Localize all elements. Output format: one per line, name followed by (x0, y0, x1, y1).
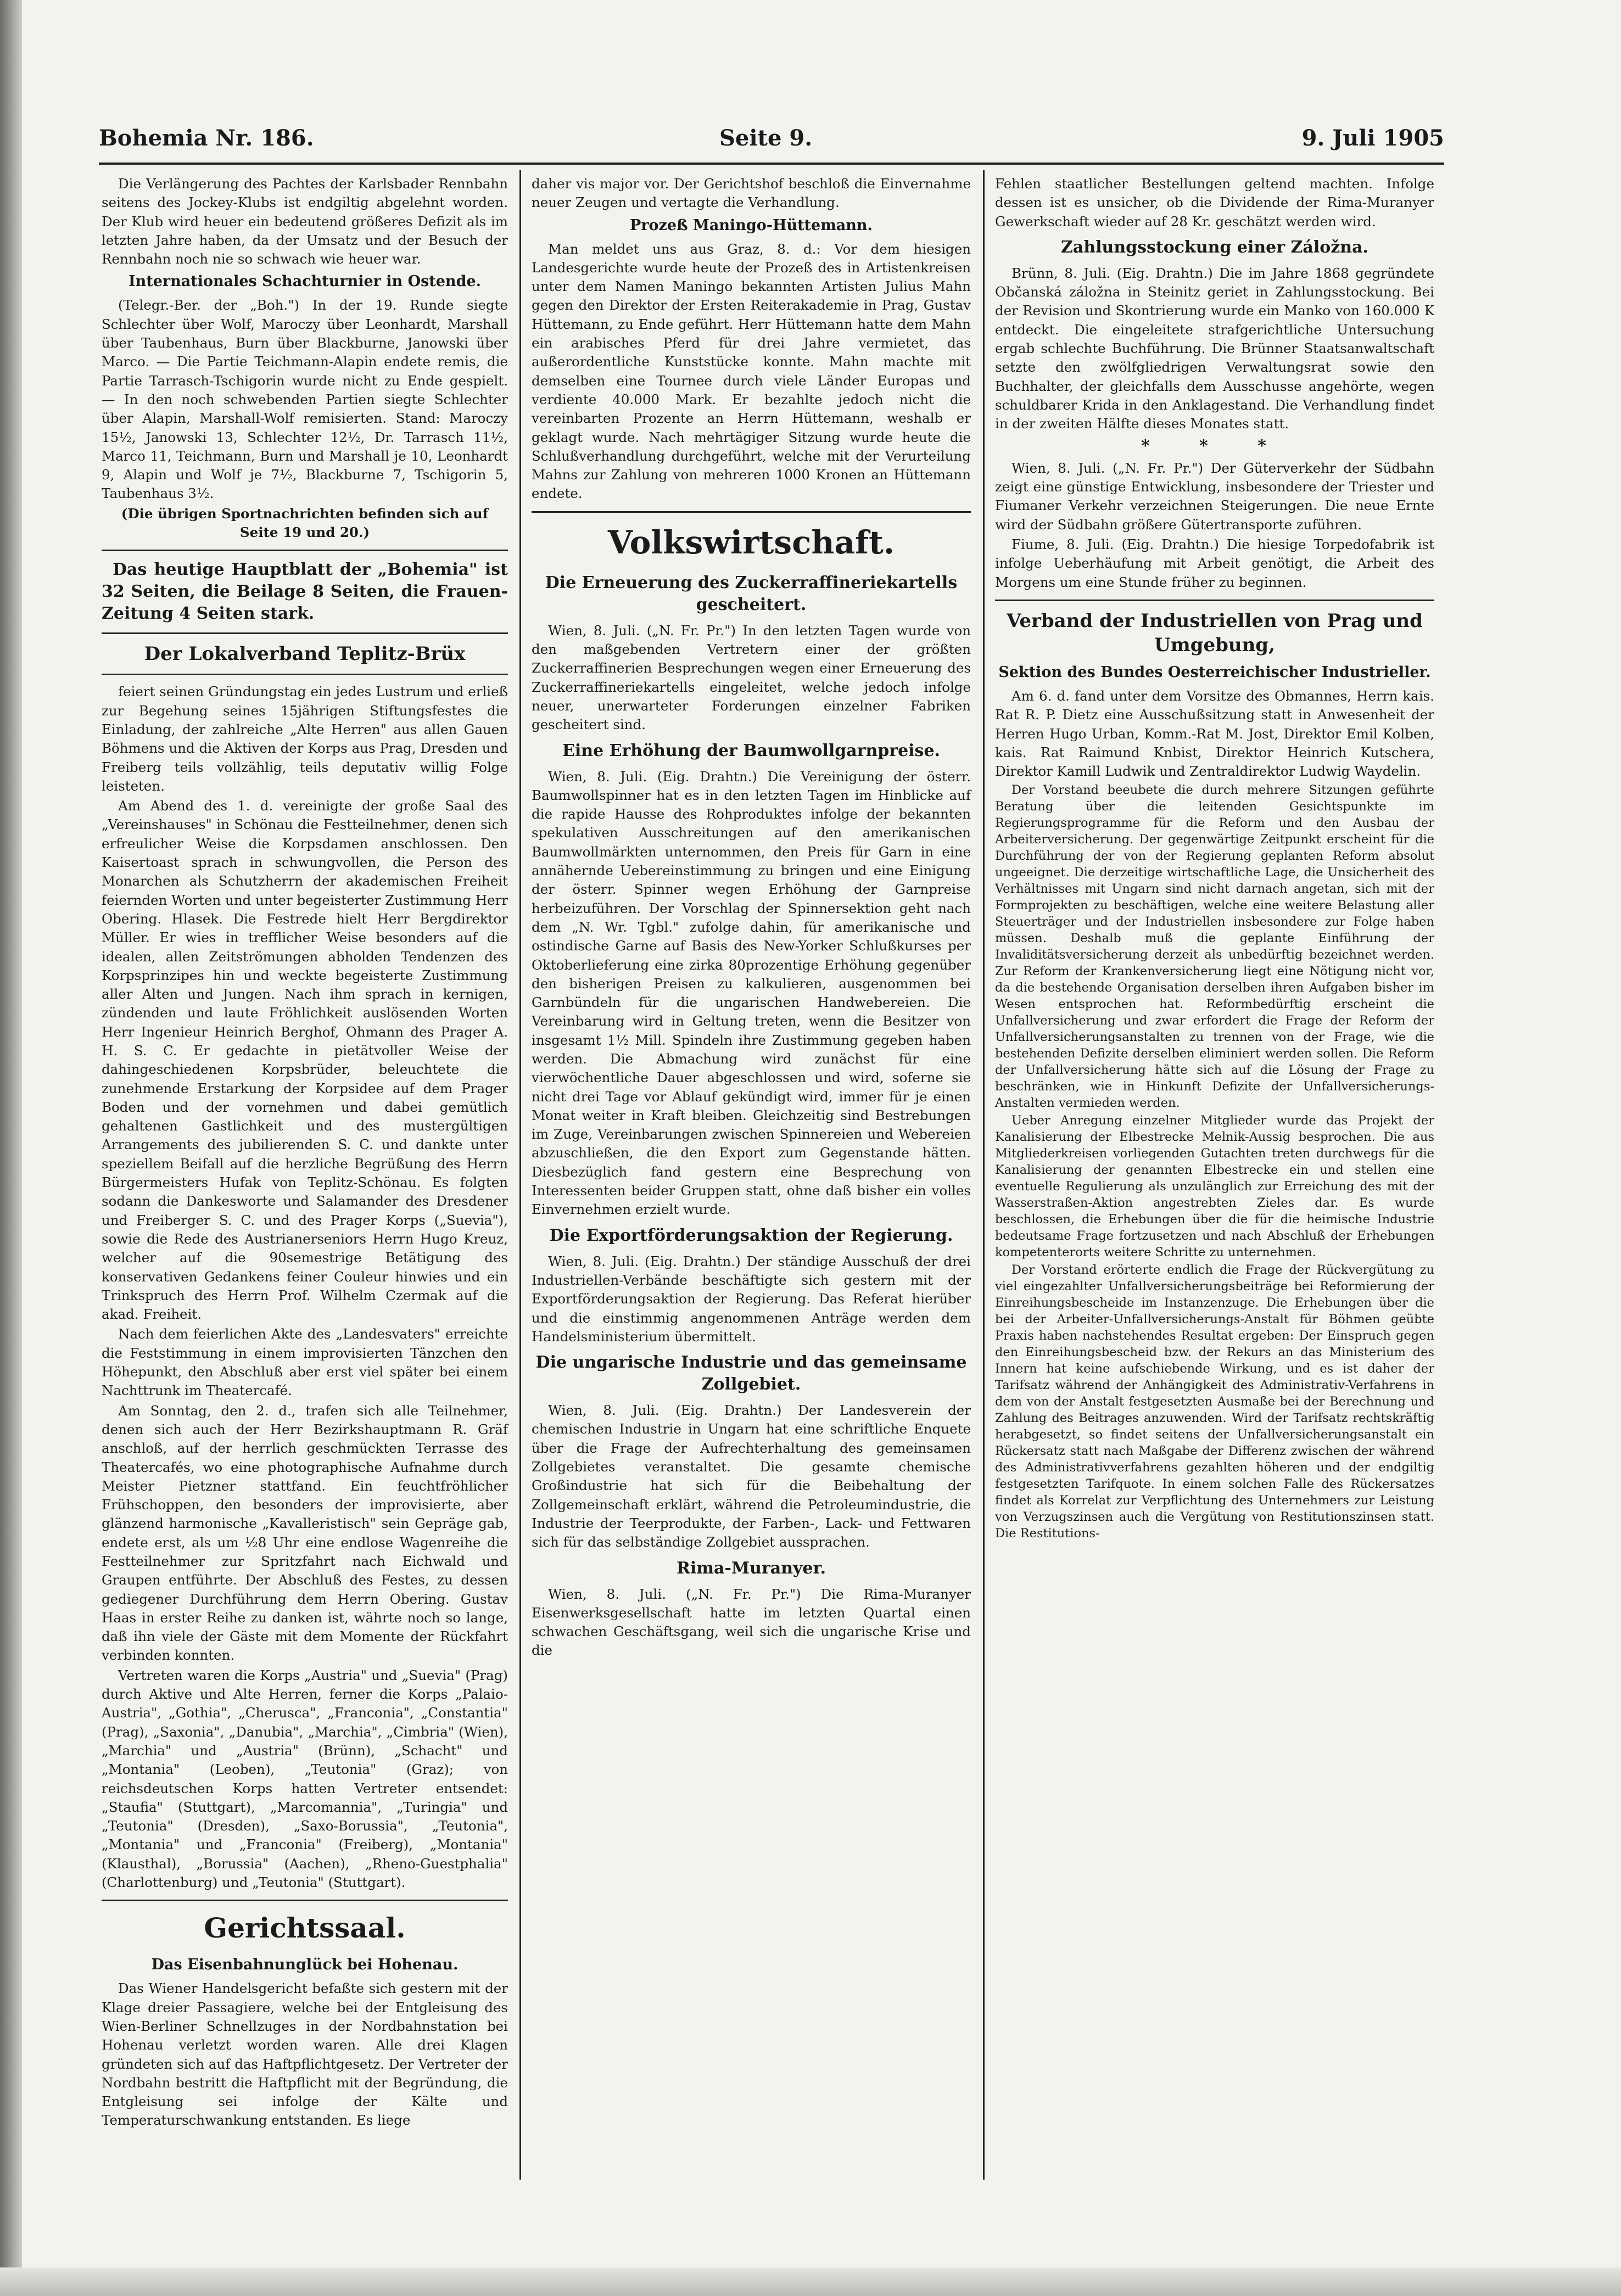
heading-prozess-maningo: Prozeß Maningo-Hüttemann. (630, 216, 873, 234)
page-edge-shadow (0, 0, 22, 2296)
section-volkswirtschaft: Volkswirtschaft. (607, 523, 895, 561)
page-count-notice: Das heutige Hauptblatt der „Bohemia" ist 32 Seiten, die Beilage 8 Seiten, die Frauen-Zeitung 4 Seiten stark. (102, 560, 508, 624)
masthead (99, 125, 1444, 158)
heading-rima-muranyer: Rima-Muranyer. (676, 1558, 826, 1578)
article-lokalverband-4: Am Sonntag, den 2. d., trafen sich alle Teilnehmer, denen sich auch der Herr Bezirkshauptmann R. Gräf anschloß, auf der herrlich geschmückten Terrasse des Theatercafés, wo eine photographische Aufnahme durch Meister Pietzner stattfand. Ein feuchtfröhlicher Frühschoppen, den besonders der improvisierte, aber glänzend harmonische „Kavalleristisch" sein Gepräge gab, endete erst, als um ½8 Uhr eine endlose Wagenreihe die Festteilnehmer zur Spritzfahrt nach Eichwald und Graupen entführte. Der Abschluß des Festes, zu dessen gediegener Durchführung dem Herrn Obering. Gustav Haas in erster Reihe zu danken ist, währte noch so lange, daß ihn viele der Gäste mit dem Momente der Rückfahrt verbinden konnten. (102, 1402, 508, 1664)
article-rima-muranyer: Wien, 8. Juli. („N. Fr. Pr.") Die Rima-Muranyer Eisenwerksgesellschaft hatte im letzten Quartal einen schwachen Geschäftsgang, weil sich die ungarische Krise und die (532, 1586, 971, 1659)
column-rule-1 (519, 170, 521, 2180)
article-hohenau-cont: daher vis major vor. Der Gerichtshof beschloß die Einvernahme neuer Zeugen und vertagte die Verhandlung. (532, 176, 971, 211)
heading-exportfoerderung: Die Exportförderungsaktion der Regierung. (549, 1225, 953, 1245)
subheading-bund-industrieller: Sektion des Bundes Oesterreichischer Industrieller. (998, 663, 1431, 681)
article-exportfoerderung: Wien, 8. Juli. (Eig. Drahtn.) Der ständige Ausschuß der drei Industriellen-Verbände beschäftigte sich gestern mit der Exportförderungsaktion der Regierung. Das Referat hierüber und die einstimmig angenommenen Anträge werden dem Handelsministerium übermittelt. (532, 1253, 971, 1345)
separator (102, 550, 508, 551)
heading-zuckerraffinerie: Die Erneuerung des Zuckerraffineriekartells gescheitert. (545, 573, 958, 614)
section-gerichtssaal: Gerichtssaal. (204, 1912, 406, 1945)
article-eisenbahnunglueck: Das Wiener Handelsgericht befaßte sich gestern mit der Klage dreier Passagiere, welche bei der Entgleisung des Wien-Berliner Schnellzuges in der Nordbahnstation bei Hohenau verletzt worden waren. Alle drei Klagen gründeten sich auf das Haftpflichtgesetz. Der Vertreter der Nordbahn bestritt die Haftpflicht mit der Begründung, die Entgleisung sei infolge der Kälte und Temperaturschwankung entstanden. Es liege (102, 1980, 508, 2129)
article-lokalverband-2: Am Abend des 1. d. vereinigte der große Saal des „Vereinshauses" in Schönau die Festteilnehmer, denen sich erfreulicher Weise die Korpsdamen anschlossen. Den Kaisertoast sprach in schwungvollen, die Person des Monarchen als Schutzherrn der akademischen Freiheit feiernden Worten und unter begeisterter Zustimmung Herr Obering. Hlasek. Die Festrede hielt Herr Bergdirektor Müller. Er wies in trefflicher Weise besonders auf die idealen, allen Zeitströmungen abholden Tendenzen des Korpsprinzipes hin und weckte begeisterte Zustimmung aller Alten und Jungen. Nach ihm sprach in kernigen, zündenden und laute Fröhlichkeit auslösenden Worten Herr Ingenieur Heinrich Berghof, Ohmann des Prager A. H. S. C. Er gedachte in pietätvoller Weise der dahingeschiedenen Korpsbrüder, beleuchtete die zunehmende Erstarkung der Korpsidee auf dem Prager Boden und der vornehmen und dabei gemütlich gehaltenen Gastlichkeit und des mustergültigen Arrangements des jubilierenden S. C. und dankte unter speziellem Beifall auf die herzliche Begrüßung des Herrn Bürgermeisters Hufak von Teplitz-Schönau. Es folgten sodann die Dankesworte und Salamander des Dresdener und Freiberger S. C. und des Prager Korps („Suevia"), sowie die Rede des Austrianerseniors Herrn Hugo Kreuz, welcher auf die 90semestrige Betätigung des konservativen Gedankens feiner Couleur hinwies und ein Trinkspruch des Herrn Prof. Wilhelm Czermak auf die akad. Freiheit. (102, 798, 508, 1323)
article-lokalverband-3: Nach dem feierlichen Akte des „Landesvaters" erreichte die Feststimmung in einem improvisierten Tänzchen den Höhepunkt, den Abschluß aber erst viel später bei einem Nachttrunk im Theatercafé. (102, 1326, 508, 1399)
article-verband-2: Der Vorstand beeubete die durch mehrere Sitzungen geführte Beratung über die leitenden Gesichtspunkte im Regierungsprogramme für die Reform und den Ausbau der Arbeiterversicherung. Der gegenwärtige Zeitpunkt erscheint für die Durchführung der von der Regierung geplanten Reform absolut ungeeignet. Die derzeitige wirtschaftliche Lage, die Unsicherheit des Verhältnisses mit Ungarn sind nicht darnach angetan, sich mit der Formprojekten zu beschäftigen, welche eine weitere Belastung aller Steuerträger und der Industriellen insbesondere zur Folge haben müssen. Deshalb muß die geplante Einführung der Invaliditätsversicherung derzeit als unbedürftig bezeichnet werden. Zur Reform der Krankenversicherung liegt eine Nötigung nicht vor, da die bestehende Organisation derselben ihren Aufgaben bisher im Wesen entsprochen hat. Reformbedürftig erscheint die Unfallversicherung und zwar erfordert die Frage der Reform der Unfallversicherungsanstalten zu trennen von der Frage, wie die bestehenden Defizite derselben eliminiert werden sollen. Die Reform der Unfallversicherung hätte sich auf die Lösung der Frage zu beschränken, wie in Hinkunft Defizite der Unfallversicherungs-Anstalten vermieden werden. (995, 783, 1434, 1111)
article-torpedofabrik: Fiume, 8. Juli. (Eig. Drahtn.) Die hiesige Torpedofabrik ist infolge Ueberhäufung mit Arbeit genötigt, die Arbeit des Morgens um eine Stunde früher zu beginnen. (995, 536, 1434, 590)
article-baumwollgarn: Wien, 8. Juli. (Eig. Drahtn.) Die Vereinigung der österr. Baumwollspinner hat es in den letzten Tagen im Hinblicke auf die rapide Hausse des Rohproduktes infolge der bekannten spekulativen Ausschreitungen auf den amerikanischen Baumwollmärkten unternommen, den Preis für Garn in eine annähernde Uebereinstimmung zu bringen und eine Einigung der österr. Spinner wegen Erhöhung der Garnpreise herbeizuführen. Der Vorschlag der Spinnersektion geht nach dem „N. Wr. Tgbl." zufolge dahin, für amerikanische und ostindische Garne auf Basis des New-Yorker Schlußkurses per Oktoberlieferung eine zirka 80prozentige Erhöhung gegenüber den bisherigen Preisen zu kalkulieren, ausgenommen bei Garnbündeln für die ungarischen Handwebereien. Die Vereinbarung wird in Geltung treten, wenn die Besitzer von insgesamt 1½ Mill. Spindeln ihre Zustimmung gegeben haben werden. Die Abmachung wird zunächst für eine vierwöchentliche Dauer abgeschlossen und wird, soferne sie nicht drei Tage vor Ablauf gekündigt wird, immer für je einen Monat weiter in Kraft bleiben. Gleichzeitig sind Bestrebungen im Zuge, Vereinbarungen zwischen Spinnereien und Webereien abzuschließen, die den Export zum Gegenstande hätten. Diesbezüglich fand gestern eine Besprechung von Interessenten beider Gruppen statt, ohne daß bisher ein volles Einvernehmen erzielt wurde. (532, 768, 971, 1218)
masthead-rule (99, 163, 1444, 165)
article-rennbahn: Die Verlängerung des Pachtes der Karlsbader Rennbahn seitens des Jockey-Klubs ist endgiltig abgelehnt worden. Der Klub wird heuer ein bedeutend größeres Defizit als im letzten Jahre haben, da der Umsatz und der Besuch der Rennbahn noch nie so schwach wie heuer war. (102, 176, 508, 267)
masthead-page-number: Seite 9. (719, 125, 813, 151)
bottom-edge-shadow (0, 2267, 1621, 2296)
column-rule-2 (983, 170, 985, 2180)
separator (102, 1900, 508, 1901)
heading-ungarische-industrie: Die ungarische Industrie und das gemeinsame Zollgebiet. (535, 1353, 967, 1395)
article-verband-1: Am 6. d. fand unter dem Vorsitze des Obmannes, Herrn kais. Rat R. P. Dietz eine Ausschußsitzung statt in Anwesenheit der Herren Hugo Urban, Komm.-Rat M. Jost, Direktor Emil Kolben, kais. Rat Raimund Knbist, Direktor Heinrich Kutschera, Direktor Kamill Ludwik und Zentraldirektor Ludwig Waydelin. (995, 687, 1434, 780)
article-suedbahn: Wien, 8. Juli. („N. Fr. Pr.") Der Güterverkehr der Südbahn zeigt eine günstige Entwicklung, insbesondere der Triester und Fiumaner Verkehr verzeichnen Steigerungen. Die neue Ernte wird der Südbahn größere Gütertransporte zuführen. (995, 460, 1434, 533)
section-stars: * * * (1141, 436, 1288, 456)
masthead-date: 9. Juli 1905 (1301, 125, 1444, 151)
separator (102, 632, 508, 634)
heading-lokalverband: Der Lokalverband Teplitz-Brüx (144, 643, 466, 665)
heading-verband-industrieller: Verband der Industriellen von Prag und Umgebung, (1007, 609, 1423, 656)
sport-notice: (Die übrigen Sportnachrichten befinden sich auf Seite 19 und 20.) (121, 505, 489, 541)
separator (532, 511, 971, 513)
article-verband-3: Ueber Anregung einzelner Mitglieder wurde das Projekt der Kanalisierung der Elbestrecke Melnik-Aussig besprochen. Die aus Mitgliederkreisen vorliegenden Gutachten treten durchwegs für die Kanalisierung der genannten Elbestrecke ein und stellen eine eventuelle Regulierung als unzulänglich zur Erreichung des mit der Wasserstraßen-Aktion angestrebten Zieles dar. Es wurde beschlossen, die Erhebungen über die für die heimische Industrie bedeutsame Frage fortzusetzen und nach Abschluß der Erhebungen kompetenterorts weitere Schritte zu unternehmen. (995, 1113, 1434, 1260)
column-3 (995, 175, 1434, 1543)
heading-schachturnier: Internationales Schachturnier in Ostende. (128, 273, 482, 290)
article-zalozna: Brünn, 8. Juli. (Eig. Drahtn.) Die im Jahre 1868 gegründete Občanská záložna in Steinitz geriet in Zahlungsstockung. Bei der Revision und Skontrierung wurde ein Manko von 160.000 K entdeckt. Die eingeleitete strafgerichtliche Untersuchung ergab schlechte Buchführung. Die Brünner Staatsanwaltschaft setzte den zwölfgliedrigen Verwaltungsrat sowie den Buchhalter, der gleichfalls dem Ausschusse angehörte, wegen schuldbarer Krida in den Anklagestand. Die Verhandlung findet in der zweiten Hälfte dieses Monates statt. (995, 265, 1434, 432)
column-1 (102, 175, 508, 2131)
separator (102, 674, 508, 675)
column-2 (532, 175, 971, 1661)
article-prozess-maningo: Man meldet uns aus Graz, 8. d.: Vor dem hiesigen Landesgerichte wurde heute der Prozeß des in Artistenkreisen unter dem Namen Maningo bekannten Artisten Julius Mahn gegen den Direktor der Ersten Reiterakademie in Prag, Gustav Hüttemann, zu Ende geführt. Herr Hüttemann hatte dem Mahn ein arabisches Pferd für drei Jahre vermietet, das außerordentliche Kunststücke konnte. Mahn machte mit demselben eine Tournee durch viele Länder Europas und verdiente 40.000 Mark. Er bezahlte jedoch nicht die vereinbarten Prozente an Herrn Hüttemann, weshalb er geklagt wurde. Nach mehrtägiger Sitzung wurde heute die Schlußverhandlung durchgeführt, welche mit der Verurteilung Mahns zur Zahlung von mehreren 1000 Kronen an Hüttemann endete. (532, 240, 971, 502)
article-rima-cont: Fehlen staatlicher Bestellungen geltend machten. Infolge dessen ist es unsicher, ob die Dividende der Rima-Muranyer Gewerkschaft wieder auf 28 Kr. geschätzt werden wird. (995, 176, 1434, 229)
heading-eisenbahnunglueck: Das Eisenbahnunglück bei Hohenau. (151, 1956, 459, 1974)
masthead-paper-number: Bohemia Nr. 186. (99, 125, 314, 151)
article-zuckerraffinerie: Wien, 8. Juli. („N. Fr. Pr.") In den letzten Tagen wurde von den maßgebenden Vertretern einer der größten Zuckerraffinerien Besprechungen wegen einer Erneuerung des Zuckerraffineriekartells eingeleitet, welche jedoch infolge neuer, unerwarteter Forderungen einzelner Fabriken gescheitert sind. (532, 622, 971, 733)
separator (995, 600, 1434, 601)
article-lokalverband-1: feiert seinen Gründungstag ein jedes Lustrum und erließ zur Begehung seines 15jährigen Stiftungsfestes die Einladung, der zahlreiche „Alte Herren" aus allen Gauen Böhmens und die Aktiven der Korps aus Prag, Dresden und Freiberg teils vollzählig, teils deputativ willig Folge leisteten. (102, 684, 508, 794)
heading-zalozna: Zahlungsstockung einer Záložna. (1061, 237, 1368, 257)
heading-baumwollgarn: Eine Erhöhung der Baumwollgarnpreise. (562, 741, 940, 760)
article-schachturnier: (Telegr.-Ber. der „Boh.") In der 19. Runde siegte Schlechter über Wolf, Maroczy über Leonhardt, Marshall über Taubenhaus, Burn über Blackburne, Janowski über Marco. — Die Partie Teichmann-Alapin endete remis, die Partie Tarrasch-Tschigorin wurde nicht zu Ende gespielt. — In den noch schwebenden Partien siegte Schlechter über Alapin, Marshall-Wolf remisierten. Stand: Maroczy 15½, Janowski 13, Schlechter 12½, Dr. Tarrasch 11½, Marco 11, Teichmann, Burn und Marshall je 10, Leonhardt 9, Alapin und Wolf je 7½, Blackburne 7, Tschigorin 5, Taubenhaus 3½. (102, 297, 508, 502)
article-lokalverband-5: Vertreten waren die Korps „Austria" und „Suevia" (Prag) durch Aktive und Alte Herren, ferner die Korps „Palaio-Austria", „Gothia", „Cherusca", „Franconia", „Constantia" (Prag), „Saxonia", „Danubia", „Marchia", „Cimbria" (Wien), „Marchia" und „Austria" (Brünn), „Schacht" und „Montania" (Leoben), „Teutonia" (Graz); von reichsdeutschen Korps hatten Vertreter entsendet: „Staufia" (Stuttgart), „Marcomannia", „Turingia" und „Teutonia" (Dresden), „Saxo-Borussia", „Teutonia", „Montania" und „Franconia" (Freiberg), „Montania" (Klausthal), „Borussia" (Aachen), „Rheno-Guestphalia" (Charlottenburg) und „Teutonia" (Stuttgart). (102, 1667, 508, 1891)
article-verband-4: Der Vorstand erörterte endlich die Frage der Rückvergütung zu viel eingezahlter Unfallversicherungsbeiträge bei Reformierung der Einreihungsbescheide im Instanzenzuge. Die Erhebungen über die bei der Arbeiter-Unfallversicherungs-Anstalt für Böhmen geübte Praxis haben nachstehendes Resultat ergeben: Der Einspruch gegen den Einreihungsbescheid bzw. der Rekurs an das Ministerium des Innern hat keine aufschiebende Wirkung, und es ist daher der Tarifsatz während der Anhängigkeit des Administrativ-Verfahrens in dem von der Anstalt festgesetzten Ausmaße bei der Berechnung und Zahlung des Beitrages anzuwenden. Wird der Tarifsatz rechtskräftig herabgesetzt, so findet seitens der Unfallversicherungsanstalt ein Rückersatz statt nach Maßgabe der Differenz zwischen der während des Administrativverfahrens gezahlten höheren und der endgiltig festgesetzten Tarifquote. In einem solchen Falle des Rückersatzes findet als Korrelat zur Verpflichtung des Unternehmers zur Leistung von Verzugszinsen auch die Vergütung von Restitutionszinsen statt. Die Restitutions- (995, 1263, 1434, 1541)
article-ungarische-industrie: Wien, 8. Juli. (Eig. Drahtn.) Der Landesverein der chemischen Industrie in Ungarn hat eine schriftliche Enquete über die Frage der Aufrechterhaltung des gemeinsamen Zollgebietes veranstaltet. Die gesamte chemische Großindustrie hat sich für die Beibehaltung der Zollgemeinschaft erklärt, während die Petroleumindustrie, die Industrie der Teerprodukte, der Farben-, Lack- und Fettwaren sich für das selbständige Zollgebiet aussprachen. (532, 1402, 971, 1550)
